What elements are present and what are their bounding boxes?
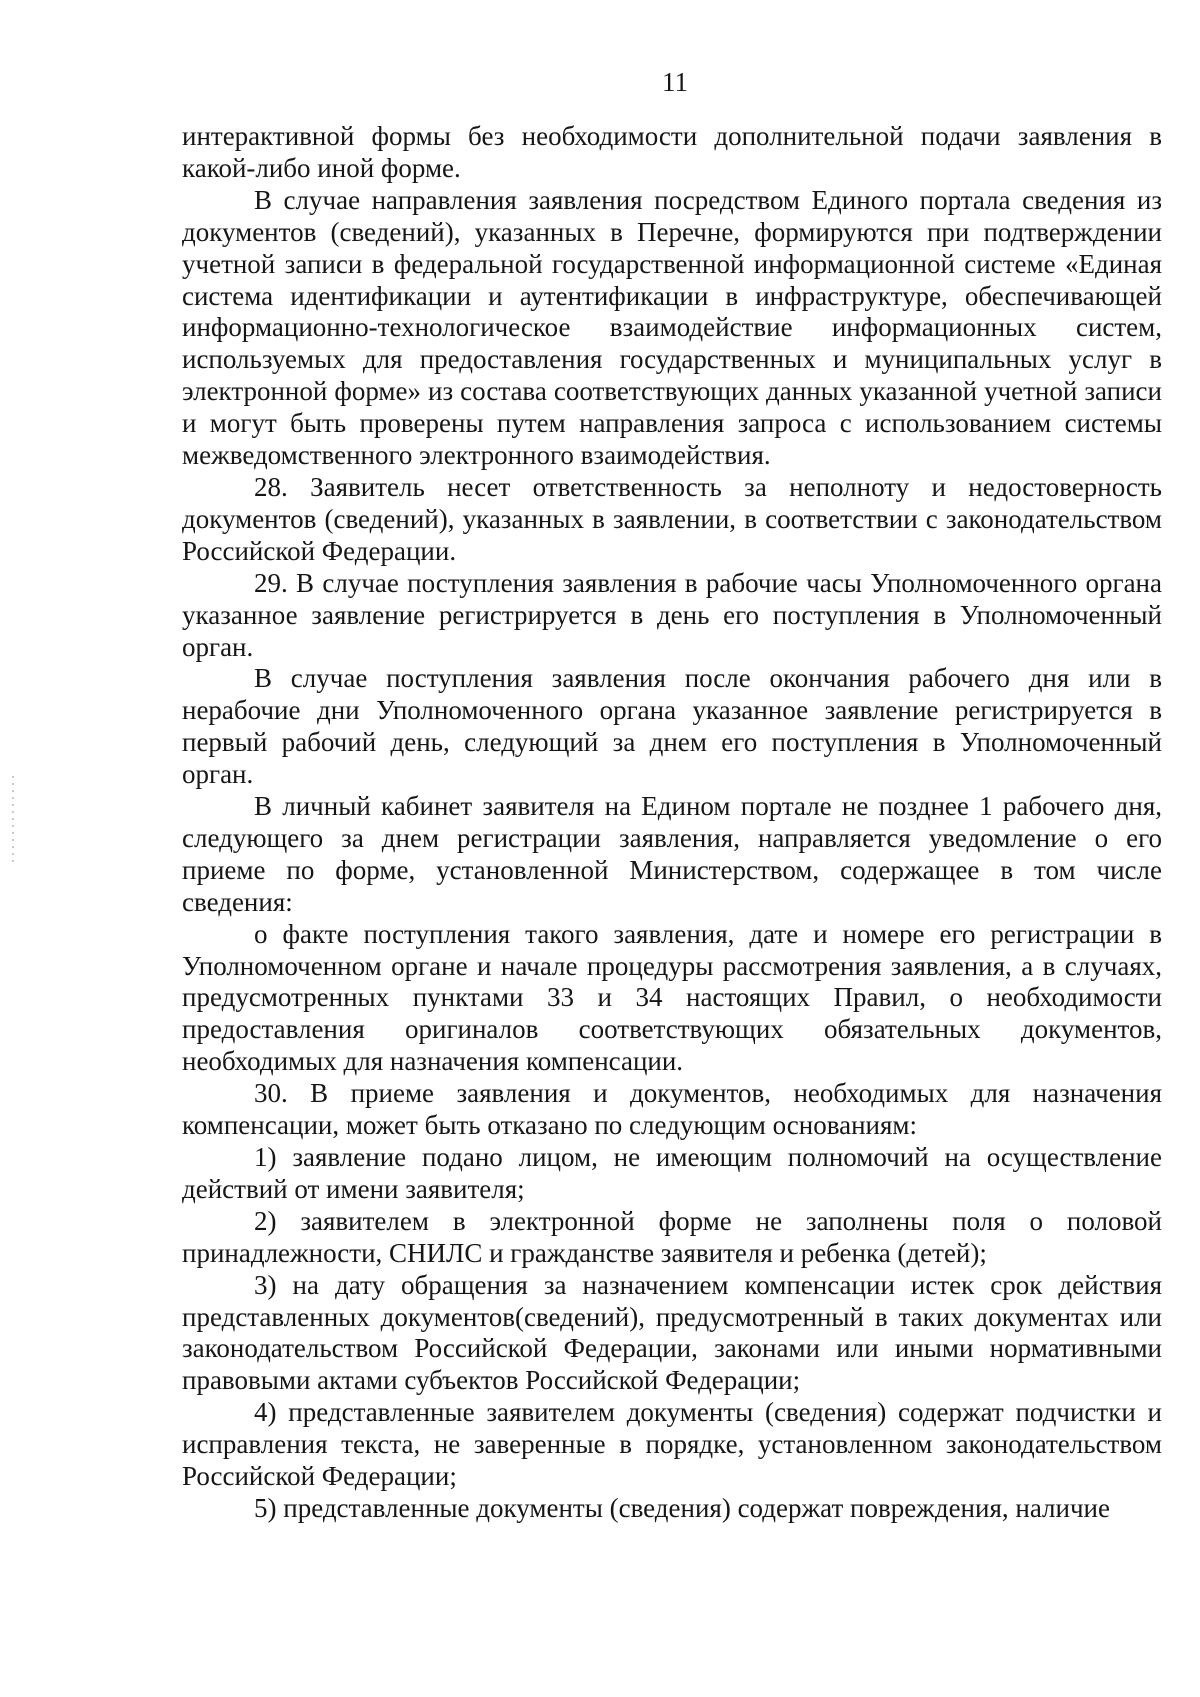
list-item-1: 1) заявление подано лицом, не имеющим полномочий на осуществление действий от имени заявителя; — [182, 1142, 1162, 1204]
scan-margin-mark — [12, 776, 14, 866]
document-body — [182, 121, 1162, 1525]
list-item-5: 5) представленные документы (сведения) содержат повреждения, наличие — [254, 1492, 1110, 1523]
paragraph-item-29: 29. В случае поступления заявления в рабочие часы Уполномоченного органа указанное заявление регистрируется в день его поступления в Уполномоченный орган. — [182, 567, 1162, 662]
paragraph-notification-details: о факте поступления такого заявления, дате и номере его регистрации в Уполномоченном органе и начале процедуры рассмотрения заявления, а в случаях, предусмотренных пунктами 33 и 34 настоящих Правил, о необходимости предоставления оригиналов соответствующих обязательных документов, необходимых для назначения компенсации. — [182, 918, 1162, 1077]
list-item-3: 3) на дату обращения за назначением компенсации истек срок действия представленных документов(сведений), предусмотренный в таких документах или законодательством Российской Федерации, законами или иными нормативными правовыми актами субъектов Российской Федерации; — [182, 1269, 1162, 1396]
paragraph-continuation: интерактивной формы без необходимости дополнительной подачи заявления в какой-либо иной форме. — [182, 121, 1162, 183]
page-number: 11 — [662, 67, 688, 97]
paragraph-after-hours: В случае поступления заявления после окончания рабочего дня или в нерабочие дни Уполномоченного органа указанное заявление регистрируется в первый рабочий день, следующий за днем его поступления в Уполномоченный орган. — [182, 663, 1162, 790]
paragraph-portal-info: В случае направления заявления посредством Единого портала сведения из документов (сведений), указанных в Перечне, формируются при подтверждении учетной записи в федеральной государственной информационной системе «Единая система идентификации и аутентификации в инфраструктуре, обеспечивающей информационно-технологическое взаимодействие информационных систем, используемых для предоставления государственных и муниципальных услуг в электронной форме» из состава соответствующих данных указанной учетной записи и могут быть проверены путем направления запроса с использованием системы межведомственного электронного взаимодействия. — [182, 184, 1162, 471]
paragraph-item-28: 28. Заявитель несет ответственность за неполноту и недостоверность документов (сведений), указанных в заявлении, в соответствии с законодательством Российской Федерации. — [182, 471, 1162, 566]
list-item-2: 2) заявителем в электронной форме не заполнены поля о половой принадлежности, СНИЛС и гражданстве заявителя и ребенка (детей); — [182, 1205, 1162, 1268]
list-item-4: 4) представленные заявителем документы (сведения) содержат подчистки и исправления текста, не заверенные в порядке, установленном законодательством Российской Федерации; — [182, 1397, 1162, 1492]
paragraph-item-30: 30. В приеме заявления и документов, необходимых для назначения компенсации, может быть отказано по следующим основаниям: — [182, 1078, 1162, 1141]
paragraph-personal-account: В личный кабинет заявителя на Едином портале не позднее 1 рабочего дня, следующего за днем регистрации заявления, направляется уведомление о его приеме по форме, установленной Министерством, содержащее в том числе сведения: — [182, 791, 1162, 917]
